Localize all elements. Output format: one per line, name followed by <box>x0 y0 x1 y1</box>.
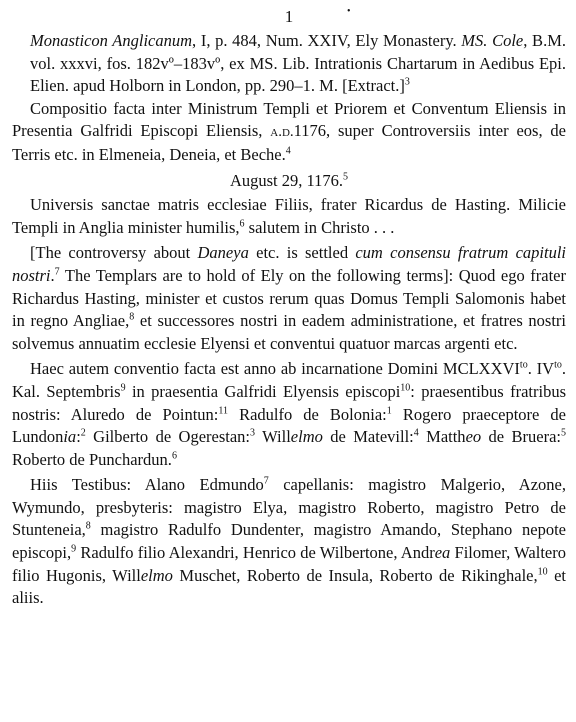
footnote-ref: 8 <box>129 311 135 323</box>
text-run: . <box>50 265 55 285</box>
text-run: Roberto de Punchardun. <box>12 449 172 469</box>
summary-era: a.d. <box>270 124 294 141</box>
paragraph-address <box>12 194 566 239</box>
text-run: Radulfo filio Alexandri, Henrico de Wilbertone, Andr <box>76 543 435 563</box>
text-run: de Matevill: <box>322 427 414 447</box>
footnote-ref: 10 <box>537 566 548 578</box>
text-run: magistro Radulfo Dundenter, magistro Amando, Stephano nepote episcopi, <box>12 520 566 563</box>
footnote-ref: 4 <box>285 145 291 157</box>
document-summary <box>12 98 566 167</box>
text-run: Haec autem conventio facta est anno ab incarnatione Domini MCLXXVI <box>30 359 520 379</box>
text-run: etc. is settled <box>248 243 356 263</box>
footnote-ref: 7 <box>263 475 269 487</box>
footnote-ref: 9 <box>120 382 126 394</box>
text-run: in praesentia Galfridi Elyensis episcopi <box>125 381 401 401</box>
footnote-ref: 8 <box>85 520 91 532</box>
italic-term: Daneya <box>197 243 249 263</box>
text-run: Matth <box>418 427 466 447</box>
footnote-ref: 2 <box>80 427 86 439</box>
footnote-ref: 9 <box>71 543 77 555</box>
source-detail: , I, p. 484, Num. XXIV, Ely Monastery. <box>192 31 457 50</box>
text-run: : <box>76 427 81 447</box>
footnote-ref: 3 <box>404 76 410 88</box>
footnote-ref: 5 <box>561 427 566 439</box>
italic-term: elmo <box>290 427 323 447</box>
text-run: et aliis. <box>12 565 566 608</box>
text-run: Universis sanctae matris ecclesiae Filiis, frater Ricardus de Hasting. Milicie Templi in Anglia minister humilis, <box>12 195 566 237</box>
superscript-abbrev: to <box>519 359 528 371</box>
text-run: : praesentibus fratribus nostris: Aluredo de Pointun: <box>12 381 566 424</box>
source-title: Monasticon Anglicanum <box>30 31 193 50</box>
text-run: Gilberto de Ogerestan: <box>85 427 251 447</box>
italic-term: eo <box>465 427 482 447</box>
footnote-ref: 3 <box>250 427 256 439</box>
italic-term: ia <box>63 427 77 447</box>
italic-term: cum consensu fratrum capituli nostri <box>12 243 566 285</box>
date-text: August 29, 1176. <box>229 170 344 190</box>
paragraph-witnesses <box>12 474 566 610</box>
paragraph-terms <box>12 242 566 355</box>
text-run: . Kal. Septembris <box>12 359 566 401</box>
footnote-ref: 10 <box>400 382 411 394</box>
text-run: Will <box>255 427 291 447</box>
text-run: capellanis: magistro Malgerio, Azone, Wymundo, presbyteris: magistro Elya, magistro Roberto, magistro Petro de Stunteneia, <box>12 475 566 540</box>
text-run: salutem in Christo . . . <box>244 217 395 237</box>
superscript-abbrev: to <box>554 359 562 371</box>
printer-mark: • <box>347 6 351 17</box>
footnote-ref: 6 <box>239 218 245 230</box>
text-run: Muschet, Roberto de Insula, Roberto de Rikinghale, <box>172 565 538 585</box>
text-run: Radulfo de Bolonia: <box>228 404 387 424</box>
text-run: The Templars are to hold of Ely on the following terms]: Quod ego frater Richardus Hasting, minister et custos rerum quas Domus Templi Salomonis habet in regno Angliae, <box>12 265 566 331</box>
document-number: 1 <box>284 7 294 26</box>
footnote-ref: 11 <box>218 405 229 416</box>
summary-text-end: 1176, super Controversiis inter eos, de Terris etc. in Elmeneia, Deneia, et Beche. <box>12 121 566 164</box>
footnote-ref: 6 <box>171 450 177 462</box>
text-run: Hiis Testibus: Alano Edmundo <box>30 475 264 495</box>
text-run: [The controversy about <box>30 243 198 263</box>
footnote-ref: 5 <box>343 171 349 183</box>
paragraph-conventio <box>12 358 566 471</box>
text-run: . IV <box>527 359 555 379</box>
manuscript-detail: , B.M. vol. xxxvi, fos. 182vº–183vº, ex MS. Lib. Intrationis Chartarum in Aedibus Epi. Elien. apud Holborn in London, pp. 290–1. M. [Extract.] <box>30 31 566 96</box>
document-date <box>12 170 566 193</box>
text-run: Filomer, Waltero filio Hugonis, Will <box>12 543 566 585</box>
source-citation <box>12 30 566 98</box>
italic-term: elmo <box>140 565 173 585</box>
summary-text: Compositio facta inter Ministrum Templi et Priorem et Conventum Eliensis in Presentia Galfridi Episcopi Eliensis, <box>12 98 566 141</box>
footnote-ref: 1 <box>386 405 392 416</box>
text-run: de Bruera: <box>481 427 561 447</box>
footnote-ref: 4 <box>413 427 419 439</box>
text-run: et successores nostri in eadem administratione, et fratres nostri solvemus annuatim ecclesie Elyensi et conventui quatuor marcas argenti etc. <box>12 311 566 353</box>
text-run: Rogero praeceptore de Lundon <box>12 404 566 447</box>
footnote-ref: 7 <box>54 266 60 278</box>
manuscript-name: MS. Cole <box>461 31 524 50</box>
italic-term: ea <box>434 543 451 563</box>
